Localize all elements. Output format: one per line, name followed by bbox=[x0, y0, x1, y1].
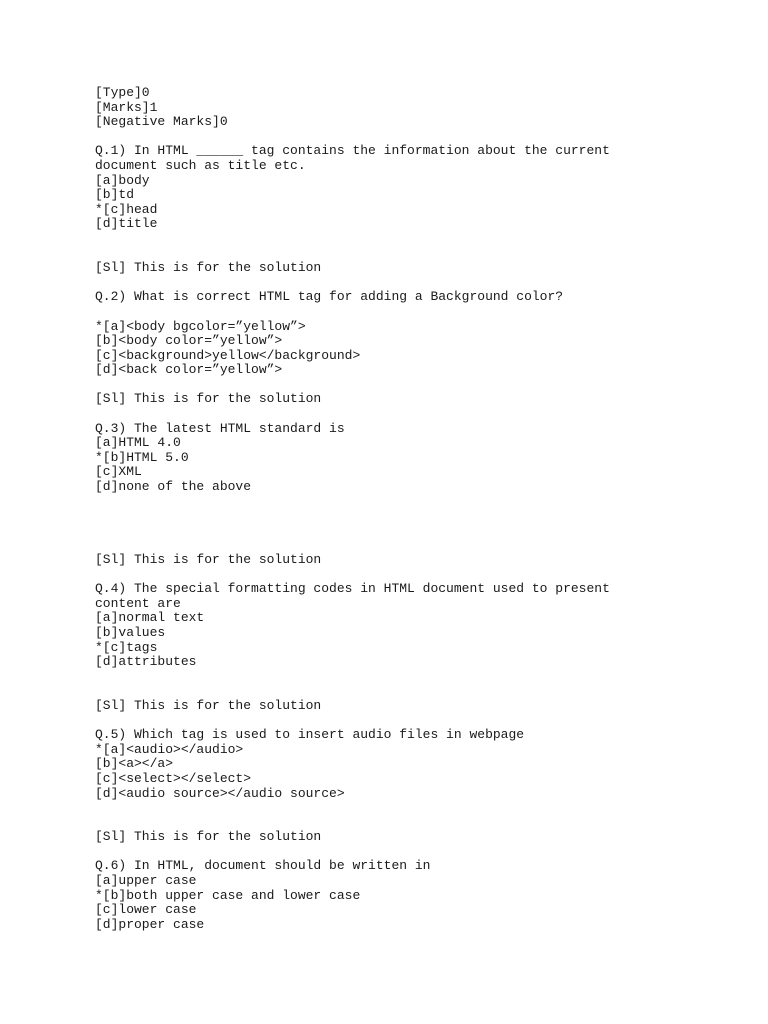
question-text: Q.2) What is correct HTML tag for adding a Background color? bbox=[95, 289, 564, 305]
option-c: [c]<select></select> bbox=[95, 770, 252, 786]
spacer bbox=[95, 130, 735, 145]
option-a: [a]normal text bbox=[95, 610, 205, 626]
spacer bbox=[95, 495, 735, 553]
question-text: Q.3) The latest HTML standard is bbox=[95, 420, 345, 436]
negative-marks-line: [Negative Marks]0 bbox=[95, 114, 228, 130]
question-text: Q.1) In HTML ______ tag contains the information about the current bbox=[95, 143, 610, 159]
option-c: [c]lower case bbox=[95, 902, 197, 918]
question-5 bbox=[95, 728, 735, 845]
type-line: [Type]0 bbox=[95, 85, 150, 100]
spacer bbox=[95, 276, 735, 291]
document-body bbox=[95, 86, 735, 932]
spacer bbox=[95, 568, 735, 583]
solution-line: [Sl] This is for the solution bbox=[95, 552, 322, 568]
option-a: [a]upper case bbox=[95, 873, 197, 889]
option-c: *[c]head bbox=[95, 201, 158, 217]
option-b: [b]values bbox=[95, 624, 166, 640]
question-text: Q.5) Which tag is used to insert audio files in webpage bbox=[95, 727, 525, 743]
question-6 bbox=[95, 859, 735, 932]
question-1 bbox=[95, 144, 735, 275]
option-c: [c]<background>yellow</background> bbox=[95, 347, 361, 363]
option-b: [b]td bbox=[95, 187, 135, 203]
solution-line: [Sl] This is for the solution bbox=[95, 829, 322, 845]
option-a: *[a]<body bgcolor=”yellow”> bbox=[95, 318, 306, 334]
option-d: [d]<audio source></audio source> bbox=[95, 785, 345, 801]
question-2 bbox=[95, 290, 735, 407]
spacer bbox=[95, 845, 735, 860]
option-d: [d]proper case bbox=[95, 916, 205, 932]
option-b: [b]<body color=”yellow”> bbox=[95, 333, 283, 349]
option-d: [d]<back color=”yellow”> bbox=[95, 362, 283, 378]
option-a: *[a]<audio></audio> bbox=[95, 741, 244, 757]
spacer bbox=[95, 714, 735, 729]
spacer bbox=[95, 407, 735, 422]
option-c: [c]XML bbox=[95, 464, 142, 480]
marks-line: [Marks]1 bbox=[95, 99, 158, 115]
option-d: [d]attributes bbox=[95, 654, 197, 670]
question-text: Q.6) In HTML, document should be written in bbox=[95, 858, 431, 874]
solution-line: [Sl] This is for the solution bbox=[95, 697, 322, 713]
option-d: [d]title bbox=[95, 216, 158, 232]
option-b: *[b]both upper case and lower case bbox=[95, 887, 361, 903]
option-b: *[b]HTML 5.0 bbox=[95, 449, 189, 465]
spacer bbox=[95, 378, 735, 393]
question-text: document such as title etc. bbox=[95, 157, 306, 173]
spacer bbox=[95, 232, 735, 261]
question-4 bbox=[95, 582, 735, 713]
option-d: [d]none of the above bbox=[95, 479, 252, 495]
spacer bbox=[95, 670, 735, 699]
option-c: *[c]tags bbox=[95, 639, 158, 655]
question-text: Q.4) The special formatting codes in HTML document used to present bbox=[95, 581, 610, 597]
question-3 bbox=[95, 422, 735, 568]
spacer bbox=[95, 801, 735, 830]
solution-line: [Sl] This is for the solution bbox=[95, 260, 322, 276]
spacer bbox=[95, 305, 735, 320]
option-a: [a]HTML 4.0 bbox=[95, 435, 181, 451]
option-b: [b]<a></a> bbox=[95, 756, 174, 772]
question-text: content are bbox=[95, 595, 181, 611]
solution-line: [Sl] This is for the solution bbox=[95, 391, 322, 407]
option-a: [a]body bbox=[95, 172, 150, 188]
